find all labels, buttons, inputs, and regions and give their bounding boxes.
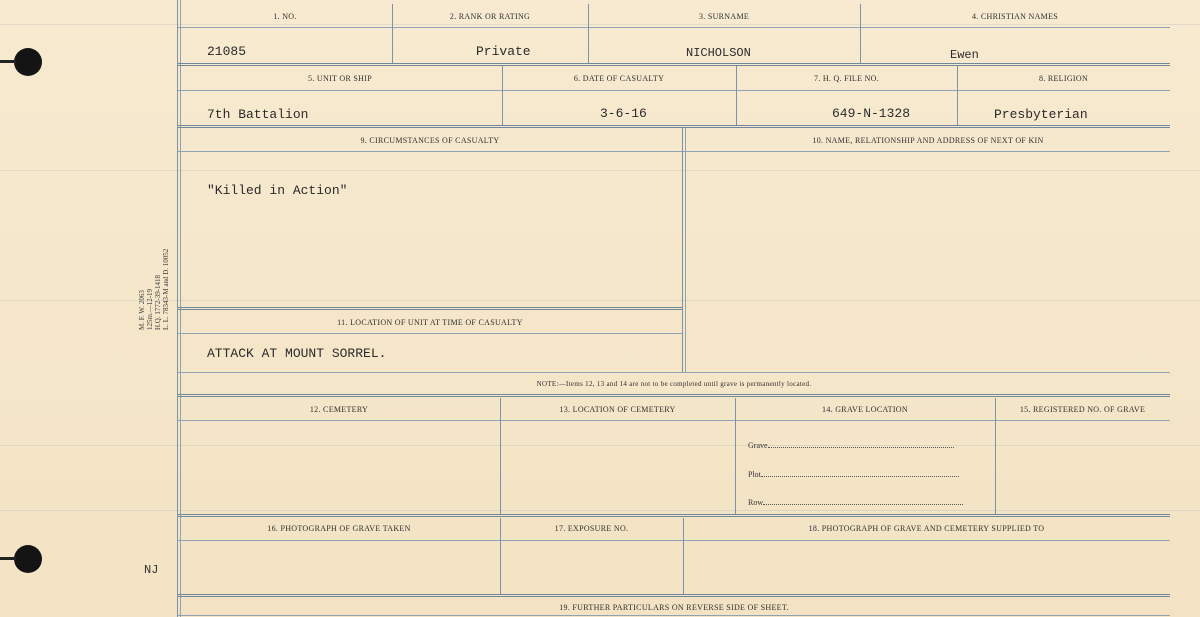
label-date: 6. DATE OF CASUALTY [573, 74, 665, 83]
plot-field: Plot [748, 470, 959, 479]
form-number-line2: 125m.—12-19 [146, 288, 154, 330]
label-next-of-kin: 10. NAME, RELATIONSHIP AND ADDRESS OF NEXT OF KIN [812, 136, 1044, 145]
label-rank: 2. RANK OR RATING [449, 12, 531, 21]
value-date: 3-6-16 [600, 106, 647, 121]
grave-field: Grave [748, 441, 954, 450]
value-location-of-unit: ATTACK AT MOUNT SORREL. [207, 346, 387, 361]
row-field: Row [748, 498, 963, 507]
clerk-initials: NJ [144, 563, 159, 577]
value-surname: NICHOLSON [686, 46, 751, 60]
value-rank: Private [476, 44, 531, 59]
label-photo-taken: 16. PHOTOGRAPH OF GRAVE TAKEN [267, 524, 411, 533]
value-circumstances: "Killed in Action" [207, 183, 348, 198]
binder-hole-bottom [14, 545, 42, 573]
label-registered-no: 15. REGISTERED NO. OF GRAVE [1019, 405, 1146, 414]
binder-mark-bottom [0, 557, 16, 560]
note-text: NOTE:—Items 12, 13 and 14 are not to be completed until grave is permanently located. [536, 380, 812, 388]
value-christian-names: Ewen [950, 48, 979, 62]
label-cemetery-location: 13. LOCATION OF CEMETERY [559, 405, 676, 414]
label-no: 1. NO. [273, 12, 297, 21]
label-christian-names: 4. CHRISTIAN NAMES [971, 12, 1059, 21]
label-exposure-no: 17. EXPOSURE NO. [554, 524, 629, 533]
value-unit: 7th Battalion [207, 107, 309, 122]
value-religion: Presbyterian [994, 107, 1088, 122]
label-further-particulars: 19. FURTHER PARTICULARS ON REVERSE SIDE OF SHEET. [559, 603, 789, 612]
form-number-line3: H.Q. 1772-39-1418 [154, 274, 162, 330]
label-religion: 8. RELIGION [1038, 74, 1089, 83]
binder-mark [0, 60, 16, 63]
label-circumstances: 9. CIRCUMSTANCES OF CASUALTY [360, 136, 500, 145]
label-hq-file: 7. H. Q. FILE NO. [813, 74, 880, 83]
label-location-of-unit: 11. LOCATION OF UNIT AT TIME OF CASUALTY [337, 318, 523, 327]
label-surname: 3. SURNAME [698, 12, 750, 21]
value-hq-file: 649-N-1328 [832, 106, 911, 121]
form-number-line1: M. F. W. 2063 [138, 290, 146, 330]
binder-hole-top [14, 48, 42, 76]
label-cemetery: 12. CEMETERY [309, 405, 369, 414]
form-number-line4: L. L. 78343-M and D. 10052 [162, 248, 170, 330]
label-grave-location: 14. GRAVE LOCATION [822, 405, 908, 414]
label-unit: 5. UNIT OR SHIP [308, 74, 372, 83]
value-no: 21085 [207, 44, 247, 59]
label-photo-supplied: 18. PHOTOGRAPH OF GRAVE AND CEMETERY SUPPLIED TO [808, 524, 1045, 533]
